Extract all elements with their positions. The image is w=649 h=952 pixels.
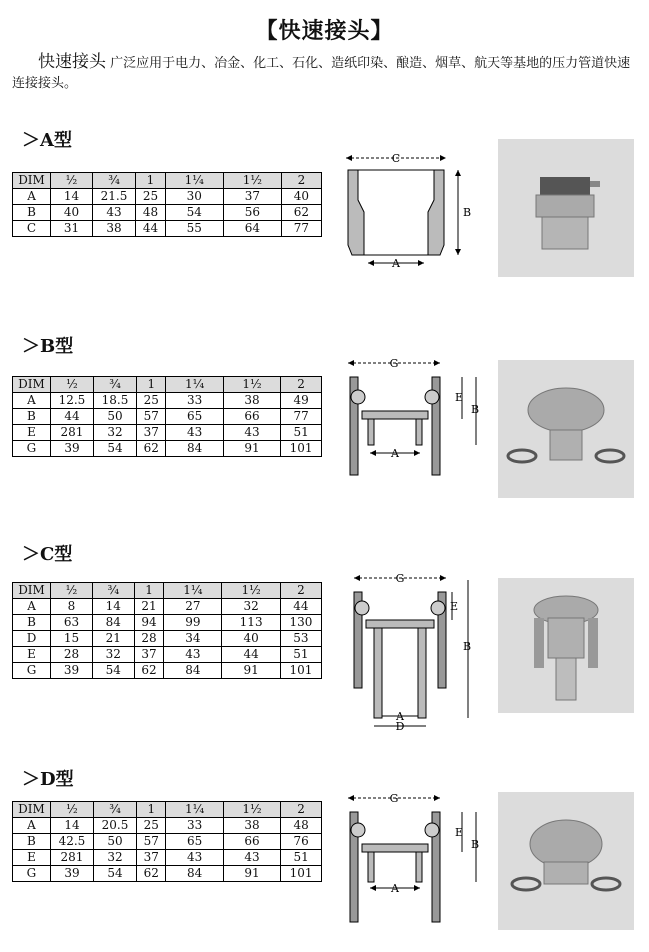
- table-row: [13, 441, 322, 457]
- table-row: [13, 615, 322, 631]
- table-cell: A: [13, 189, 51, 205]
- dim-label-g: G: [389, 357, 399, 370]
- table-cell: 91: [222, 663, 281, 679]
- table-cell: 14: [51, 189, 93, 205]
- spec-table-b: [12, 376, 322, 457]
- dim-label-e: E: [455, 826, 464, 839]
- table-header-cell: 2: [281, 377, 322, 393]
- section-b-title: ＞B型: [22, 336, 74, 357]
- table-cell: 101: [281, 866, 322, 882]
- table-cell: 50: [93, 834, 136, 850]
- section-c-title: ＞C型: [22, 544, 73, 565]
- table-cell: 48: [281, 818, 322, 834]
- table-cell: 64: [223, 221, 281, 237]
- table-cell: 20.5: [93, 818, 136, 834]
- table-cell: 43: [166, 850, 223, 866]
- table-cell: 77: [281, 221, 321, 237]
- photo-type-a: [498, 139, 634, 277]
- dim-label-d: D: [395, 720, 405, 733]
- table-cell: 32: [222, 599, 281, 615]
- table-cell: A: [13, 393, 51, 409]
- table-cell: 38: [92, 221, 135, 237]
- table-cell: 39: [50, 866, 93, 882]
- table-cell: 38: [223, 393, 280, 409]
- table-header-cell: DIM: [13, 802, 51, 818]
- diagram-c: [340, 568, 480, 733]
- table-cell: 54: [165, 205, 223, 221]
- table-row: [13, 866, 322, 882]
- table-cell: 43: [223, 425, 280, 441]
- table-cell: 65: [166, 834, 223, 850]
- table-row: [13, 189, 322, 205]
- table-cell: 40: [281, 189, 321, 205]
- table-cell: B: [13, 834, 51, 850]
- table-cell: 44: [280, 599, 321, 615]
- table-header-cell: 1½: [222, 583, 281, 599]
- table-cell: C: [13, 221, 51, 237]
- table-cell: 43: [92, 205, 135, 221]
- table-cell: 84: [166, 441, 223, 457]
- table-row: [13, 663, 322, 679]
- table-header-cell: DIM: [13, 583, 51, 599]
- table-header-cell: 1: [137, 802, 166, 818]
- table-cell: 84: [166, 866, 223, 882]
- intro-lead: 快速接头: [38, 52, 106, 72]
- table-cell: 37: [134, 647, 164, 663]
- table-header-cell: 1½: [223, 173, 281, 189]
- table-cell: 37: [137, 850, 166, 866]
- intro-text: 广泛应用于电力、冶金、化工、石化、造纸印染、酿造、烟草、航天等基地的压力管道快速连接接头。: [12, 56, 631, 91]
- table-cell: 21.5: [92, 189, 135, 205]
- dim-label-a: A: [391, 447, 399, 460]
- table-header-cell: ½: [50, 377, 93, 393]
- table-row: [13, 631, 322, 647]
- table-cell: 50: [93, 409, 136, 425]
- table-cell: 62: [281, 205, 321, 221]
- table-cell: 33: [166, 393, 223, 409]
- table-row: [13, 647, 322, 663]
- intro-paragraph: [12, 52, 640, 94]
- table-cell: 34: [164, 631, 222, 647]
- table-cell: 91: [223, 441, 280, 457]
- table-cell: A: [13, 818, 51, 834]
- table-cell: 32: [92, 647, 134, 663]
- table-cell: 56: [223, 205, 281, 221]
- table-cell: 77: [281, 409, 322, 425]
- table-header-cell: 1½: [223, 802, 280, 818]
- table-cell: 57: [137, 834, 166, 850]
- table-cell: 281: [50, 425, 93, 441]
- table-row: [13, 409, 322, 425]
- table-cell: 53: [280, 631, 321, 647]
- table-cell: 18.5: [93, 393, 136, 409]
- table-cell: 44: [136, 221, 166, 237]
- table-cell: 99: [164, 615, 222, 631]
- dim-label-c: C: [391, 152, 401, 165]
- table-cell: 43: [223, 850, 280, 866]
- table-header-cell: 2: [280, 583, 321, 599]
- table-cell: B: [13, 409, 51, 425]
- table-cell: 39: [50, 441, 93, 457]
- table-cell: 39: [51, 663, 93, 679]
- table-header-cell: DIM: [13, 173, 51, 189]
- table-row: [13, 850, 322, 866]
- table-cell: 66: [223, 409, 280, 425]
- table-cell: 15: [51, 631, 93, 647]
- table-cell: 66: [223, 834, 280, 850]
- table-cell: 21: [134, 599, 164, 615]
- table-cell: 281: [50, 850, 93, 866]
- dim-label-a: A: [396, 710, 404, 723]
- table-cell: 30: [165, 189, 223, 205]
- table-cell: 37: [223, 189, 281, 205]
- table-row: [13, 818, 322, 834]
- table-cell: 62: [137, 441, 166, 457]
- table-cell: 57: [137, 409, 166, 425]
- table-header-cell: 2: [281, 173, 321, 189]
- table-cell: 12.5: [50, 393, 93, 409]
- table-cell: 21: [92, 631, 134, 647]
- table-header-cell: ¾: [92, 583, 134, 599]
- photo-type-c: [498, 578, 634, 713]
- table-cell: 32: [93, 425, 136, 441]
- table-cell: E: [13, 425, 51, 441]
- table-cell: 40: [51, 205, 93, 221]
- table-cell: E: [13, 647, 51, 663]
- table-cell: 55: [165, 221, 223, 237]
- table-cell: 101: [280, 663, 321, 679]
- table-row: [13, 834, 322, 850]
- table-cell: 8: [51, 599, 93, 615]
- table-header-cell: 1¼: [165, 173, 223, 189]
- table-header-cell: 1¼: [164, 583, 222, 599]
- table-header-cell: ¾: [93, 802, 136, 818]
- table-row: [13, 425, 322, 441]
- table-cell: 28: [51, 647, 93, 663]
- table-header-cell: 2: [281, 802, 322, 818]
- table-cell: 33: [166, 818, 223, 834]
- table-cell: 27: [164, 599, 222, 615]
- table-cell: 65: [166, 409, 223, 425]
- table-header-row: [13, 583, 322, 599]
- table-cell: 51: [281, 425, 322, 441]
- table-cell: G: [13, 663, 51, 679]
- table-cell: 14: [92, 599, 134, 615]
- table-row: [13, 221, 322, 237]
- table-row: [13, 393, 322, 409]
- table-header-cell: 1: [137, 377, 166, 393]
- table-cell: 113: [222, 615, 281, 631]
- photo-type-d: [498, 792, 634, 930]
- table-header-cell: DIM: [13, 377, 51, 393]
- table-cell: A: [13, 599, 51, 615]
- table-cell: 91: [223, 866, 280, 882]
- table-cell: 62: [134, 663, 164, 679]
- table-cell: D: [13, 631, 51, 647]
- dim-label-g: G: [389, 792, 399, 805]
- dim-label-e: E: [455, 391, 464, 404]
- table-header-cell: 1¼: [166, 802, 223, 818]
- table-cell: 44: [222, 647, 281, 663]
- dim-label-b: B: [463, 640, 472, 653]
- table-cell: 51: [281, 850, 322, 866]
- spec-table-a: [12, 172, 322, 237]
- table-header-cell: 1½: [223, 377, 280, 393]
- table-cell: 43: [166, 425, 223, 441]
- table-cell: 38: [223, 818, 280, 834]
- table-row: [13, 205, 322, 221]
- table-header-cell: 1: [134, 583, 164, 599]
- table-cell: 51: [280, 647, 321, 663]
- table-header-cell: ¾: [93, 377, 136, 393]
- table-header-row: [13, 802, 322, 818]
- table-cell: 14: [50, 818, 93, 834]
- table-cell: B: [13, 205, 51, 221]
- dim-label-g: G: [395, 572, 405, 585]
- table-cell: 28: [134, 631, 164, 647]
- table-header-cell: ¾: [92, 173, 135, 189]
- spec-table-d: [12, 801, 322, 882]
- table-header-cell: ½: [51, 583, 93, 599]
- dim-label-a: A: [392, 257, 400, 270]
- dim-label-b: B: [471, 403, 480, 416]
- diagram-d: [340, 790, 490, 930]
- table-cell: 31: [51, 221, 93, 237]
- table-cell: 94: [134, 615, 164, 631]
- section-a-title: ＞A型: [22, 130, 72, 151]
- table-header-cell: ½: [51, 173, 93, 189]
- diagram-b: [340, 355, 490, 485]
- table-cell: 130: [280, 615, 321, 631]
- table-cell: E: [13, 850, 51, 866]
- dim-label-e: E: [450, 600, 459, 613]
- photo-type-b: [498, 360, 634, 498]
- table-header-cell: ½: [50, 802, 93, 818]
- dim-label-a: A: [391, 882, 399, 895]
- table-cell: 25: [137, 393, 166, 409]
- table-cell: 49: [281, 393, 322, 409]
- table-cell: G: [13, 866, 51, 882]
- table-cell: 76: [281, 834, 322, 850]
- table-header-cell: 1¼: [166, 377, 223, 393]
- table-header-row: [13, 173, 322, 189]
- table-cell: 42.5: [50, 834, 93, 850]
- table-header-cell: 1: [136, 173, 166, 189]
- table-row: [13, 599, 322, 615]
- table-cell: 25: [137, 818, 166, 834]
- table-cell: 25: [136, 189, 166, 205]
- table-header-row: [13, 377, 322, 393]
- table-cell: 32: [93, 850, 136, 866]
- table-cell: 62: [137, 866, 166, 882]
- table-cell: 48: [136, 205, 166, 221]
- dim-label-b: B: [463, 206, 472, 219]
- section-d-title: ＞D型: [22, 769, 74, 790]
- table-cell: 84: [92, 615, 134, 631]
- table-cell: 54: [93, 441, 136, 457]
- spec-table-c: [12, 582, 322, 679]
- page-title: 【快速接头】: [255, 18, 394, 44]
- diagram-a: [340, 150, 470, 275]
- table-cell: 84: [164, 663, 222, 679]
- table-cell: 43: [164, 647, 222, 663]
- table-cell: 63: [51, 615, 93, 631]
- table-cell: 40: [222, 631, 281, 647]
- table-cell: 54: [92, 663, 134, 679]
- table-cell: 54: [93, 866, 136, 882]
- table-cell: G: [13, 441, 51, 457]
- table-cell: 44: [50, 409, 93, 425]
- table-cell: 101: [281, 441, 322, 457]
- table-cell: B: [13, 615, 51, 631]
- table-cell: 37: [137, 425, 166, 441]
- dim-label-b: B: [471, 838, 480, 851]
